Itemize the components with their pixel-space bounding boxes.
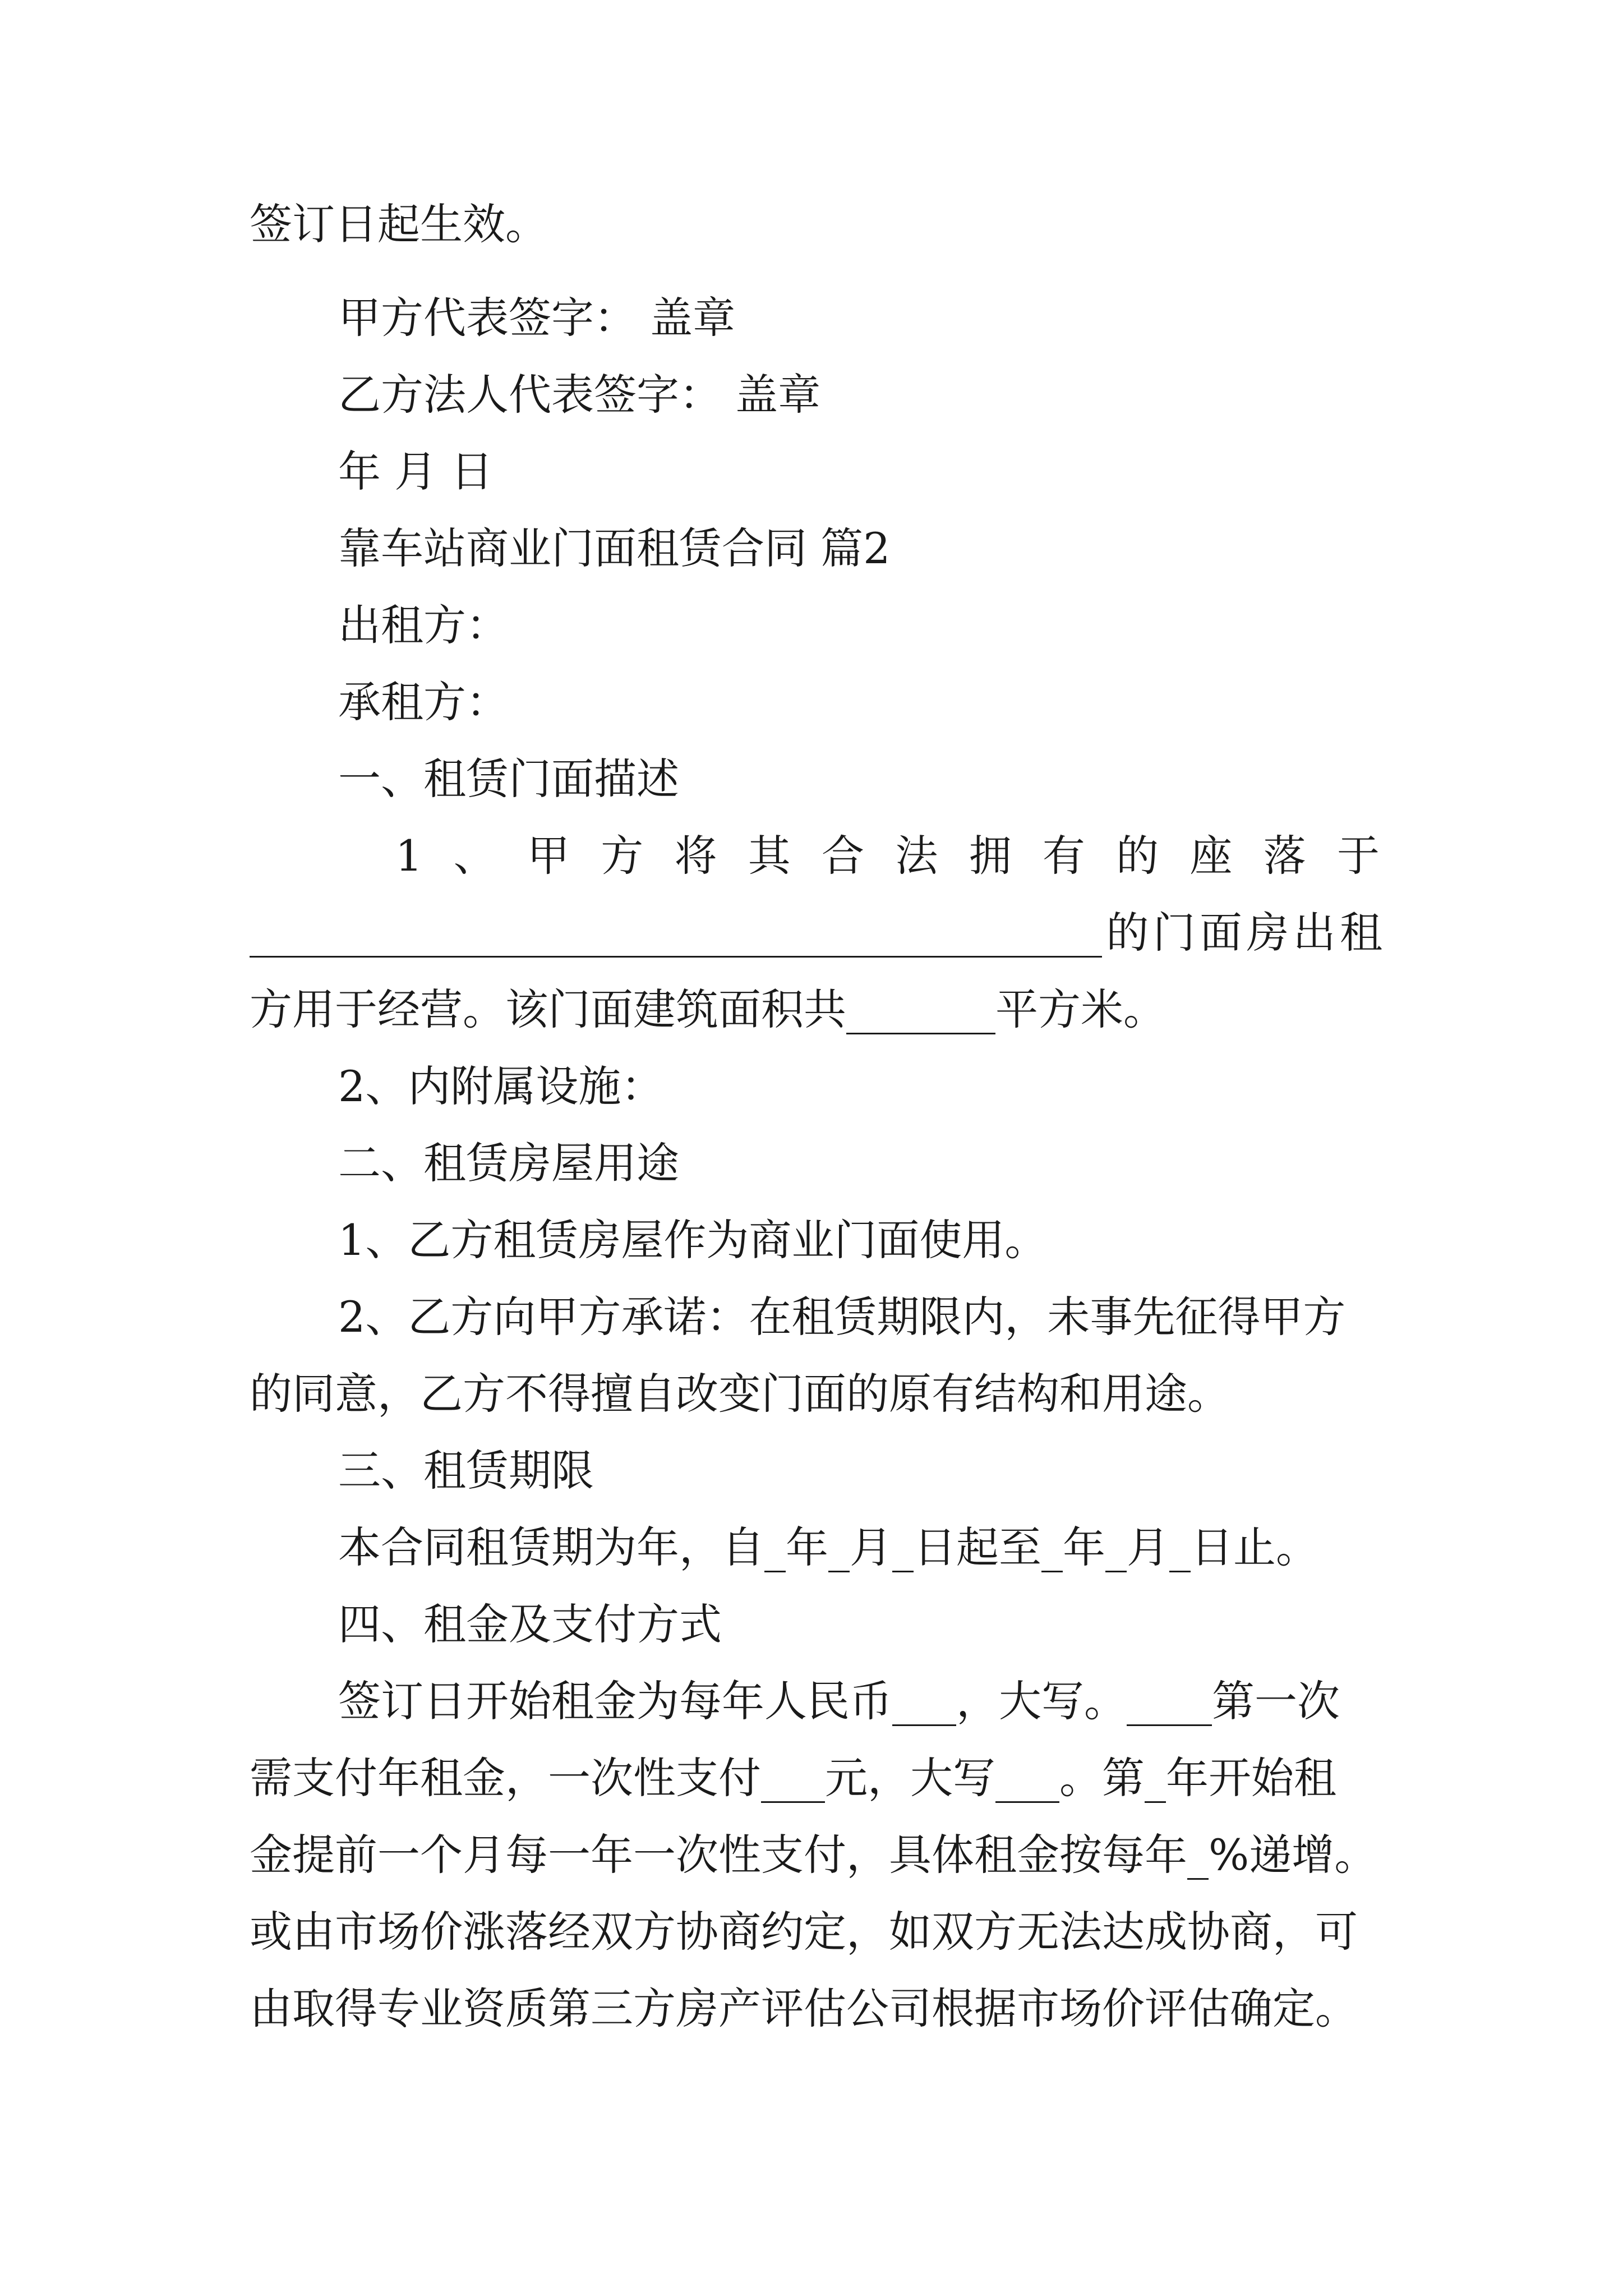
text-line-16: 的同意，乙方不得擅自改变门面的原有结构和用途。 — [250, 1369, 1230, 1419]
text-line-1: 签订日起生效。 — [250, 199, 548, 249]
text-line-24: 由取得专业资质第三方房产评估公司根据市场价评估确定。 — [250, 1984, 1358, 2033]
text-line-6: 出租方： — [338, 600, 509, 650]
text-line-15: 2、乙方向甲方承诺：在租赁期限内，未事先征得甲方 — [338, 1292, 1346, 1342]
text-line-11: 方用于经营。该门面建筑面积共_______平方米。 — [250, 984, 1166, 1034]
text-line-14: 1、乙方租赁房屋作为商业门面使用。 — [338, 1215, 1048, 1265]
text-line-23: 或由市场价涨落经双方协商约定，如双方无法达成协商，可 — [250, 1907, 1358, 1957]
text-line-13: 二、租赁房屋用途 — [338, 1138, 679, 1188]
text-line-8: 一、租赁门面描述 — [338, 754, 679, 804]
text-line-22: 金提前一个月每一年一次性支付，具体租金按每年_%递增。 — [250, 1830, 1377, 1880]
text-line-4: 年 月 日 — [338, 447, 494, 496]
text-line-18: 本合同租赁期为年，自_年_月_日起至_年_月_日止。 — [338, 1522, 1318, 1572]
text-line-21: 需支付年租金，一次性支付___元，大写___。第_年开始租 — [250, 1753, 1336, 1803]
text-line-3: 乙方法人代表签字： 盖章 — [338, 370, 821, 420]
text-line-10: ________________________________________的门面房出租 — [250, 908, 1382, 958]
text-line-20: 签订日开始租金为每年人民币___，大写。____第一次 — [338, 1676, 1340, 1726]
text-line-17: 三、租赁期限 — [338, 1446, 594, 1496]
text-line-19: 四、租金及支付方式 — [338, 1599, 722, 1649]
text-line-7: 承租方： — [338, 677, 509, 727]
text-line-12: 2、内附属设施： — [338, 1061, 664, 1111]
text-line-2: 甲方代表签字： 盖章 — [338, 293, 736, 343]
section-heading: 靠车站商业门面租赁合同 篇2 — [338, 523, 891, 573]
text-line-9: 1、甲方将其合法拥有的座落于 — [395, 831, 1380, 881]
